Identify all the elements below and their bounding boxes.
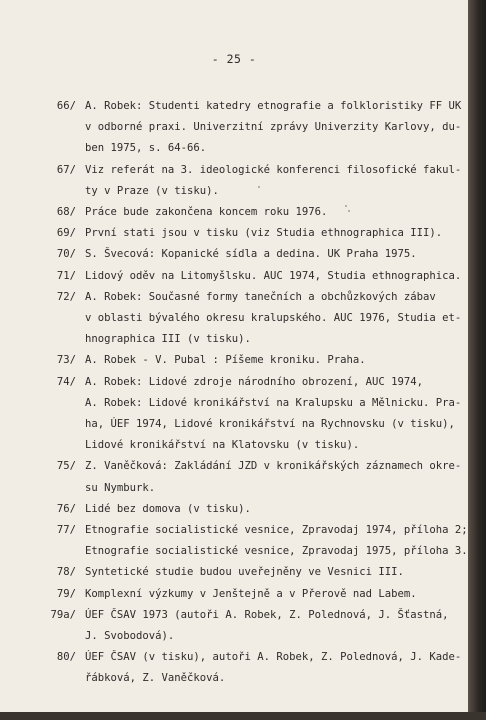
ink-speck [348,210,350,212]
reference-line: A. Robek: Studenti katedry etnografie a folkloristiky FF UK [85,100,462,112]
reference-line: hnographica III (v tisku). [85,333,251,346]
reference-number: 70/ [56,248,76,261]
reference-text [85,223,455,244]
reference-number: 72/ [56,290,76,303]
reference-line: A. Robek: Lidové kronikářství na Kralupsku a Mělnicku. Pra- [85,396,462,409]
page-bottom-edge [0,712,486,720]
reference-text [85,266,462,287]
reference-item [0,96,468,160]
reference-text [85,287,462,351]
reference-text [85,96,462,160]
reference-item [0,499,468,520]
reference-line: v oblasti bývalého okresu kralupského. AUC 1976, Studia et- [85,312,462,325]
reference-line: Lidový oděv na Litomyšlsku. AUC 1974, Studia ethnographica. [85,269,462,282]
reference-number: 73/ [56,354,76,367]
reference-item [0,562,468,583]
reference-number: 78/ [56,566,76,579]
reference-line: Syntetické studie budou uveřejněny ve Vesnici III. [85,566,404,579]
reference-item [0,456,468,498]
reference-number: 67/ [56,163,76,176]
reference-number: 76/ [56,502,76,515]
page-edge-shadow [468,0,486,720]
reference-line: Etnografie socialistické vesnice, Zpravodaj 1974, příloha 2; [85,524,468,537]
reference-line: První stati jsou v tisku (viz Studia ethnographica III). [85,227,443,240]
reference-number: 71/ [56,269,76,282]
reference-text [85,499,455,520]
reference-item [0,584,468,605]
reference-text [85,456,462,498]
reference-item [0,266,468,287]
reference-item [0,244,468,265]
reference-text [85,160,462,202]
reference-line: ÚEF ČSAV (v tisku), autoři A. Robek, Z. Polednová, J. Kade- [85,651,462,664]
reference-number: 74/ [56,375,76,388]
reference-item [0,520,468,562]
ink-speck [345,205,347,207]
reference-line: A. Robek: Lidové zdroje národního obrození, AUC 1974, [85,375,424,388]
reference-line: Etnografie socialistické vesnice, Zpravodaj 1975, příloha 3. [85,545,468,558]
reference-line: Komplexní výzkumy v Jenštejně a v Přerově nad Labem. [85,587,417,600]
reference-text [85,350,455,371]
reference-list [0,96,468,690]
reference-line: Lidové kronikářství na Klatovsku (v tisku). [85,439,360,452]
reference-line: Z. Vaněčková: Zakládání JZD v kronikářských záznamech okre- [85,460,462,473]
reference-line: A. Robek: Současné formy tanečních a obchůzkových zábav [85,290,436,303]
reference-text [85,202,455,223]
reference-number: 80/ [56,651,76,664]
reference-line: Lidé bez domova (v tisku). [85,502,251,515]
reference-line: su Nymburk. [85,481,156,494]
reference-item [0,350,468,371]
reference-item [0,160,468,202]
reference-item [0,605,468,647]
reference-item [0,202,468,223]
reference-line: ben 1975, s. 64-66. [85,142,207,155]
reference-line: ha, ÚEF 1974, Lidové kronikářství na Rychnovsku (v tisku), [85,418,455,431]
reference-item [0,223,468,244]
reference-item [0,647,468,689]
reference-line: J. Svobodová). [85,630,175,643]
reference-number: 68/ [56,206,76,219]
reference-line: Viz referát na 3. ideologické konferenci filosofické fakul- [85,163,462,176]
reference-text [85,605,455,647]
reference-text [85,244,455,265]
ink-speck [258,186,260,188]
reference-text [85,372,462,457]
reference-text [85,520,468,562]
reference-line: A. Robek - V. Pubal : Píšeme kroniku. Praha. [85,354,366,367]
reference-item [0,287,468,351]
reference-line: ty v Praze (v tisku). [85,184,219,197]
reference-line: ÚEF ČSAV 1973 (autoři A. Robek, Z. Polednová, J. Šťastná, [85,608,449,621]
reference-line: řábková, Z. Vaněčková. [85,672,226,685]
reference-line: S. Švecová: Kopanické sídla a dedina. UK Praha 1975. [85,248,417,261]
reference-text [85,562,455,583]
reference-number: 77/ [56,524,76,537]
reference-item [0,372,468,457]
reference-line: v odborné praxi. Univerzitní zprávy Univerzity Karlovy, du- [85,121,462,134]
reference-number: 75/ [56,460,76,473]
page-number: - 25 - [211,52,257,66]
reference-number: 66/ [56,100,76,112]
reference-text [85,647,462,689]
reference-number: 69/ [56,227,76,240]
reference-number: 79a/ [50,608,76,621]
reference-text [85,584,455,605]
reference-line: Práce bude zakončena koncem roku 1976. [85,206,328,219]
reference-number: 79/ [56,587,76,600]
